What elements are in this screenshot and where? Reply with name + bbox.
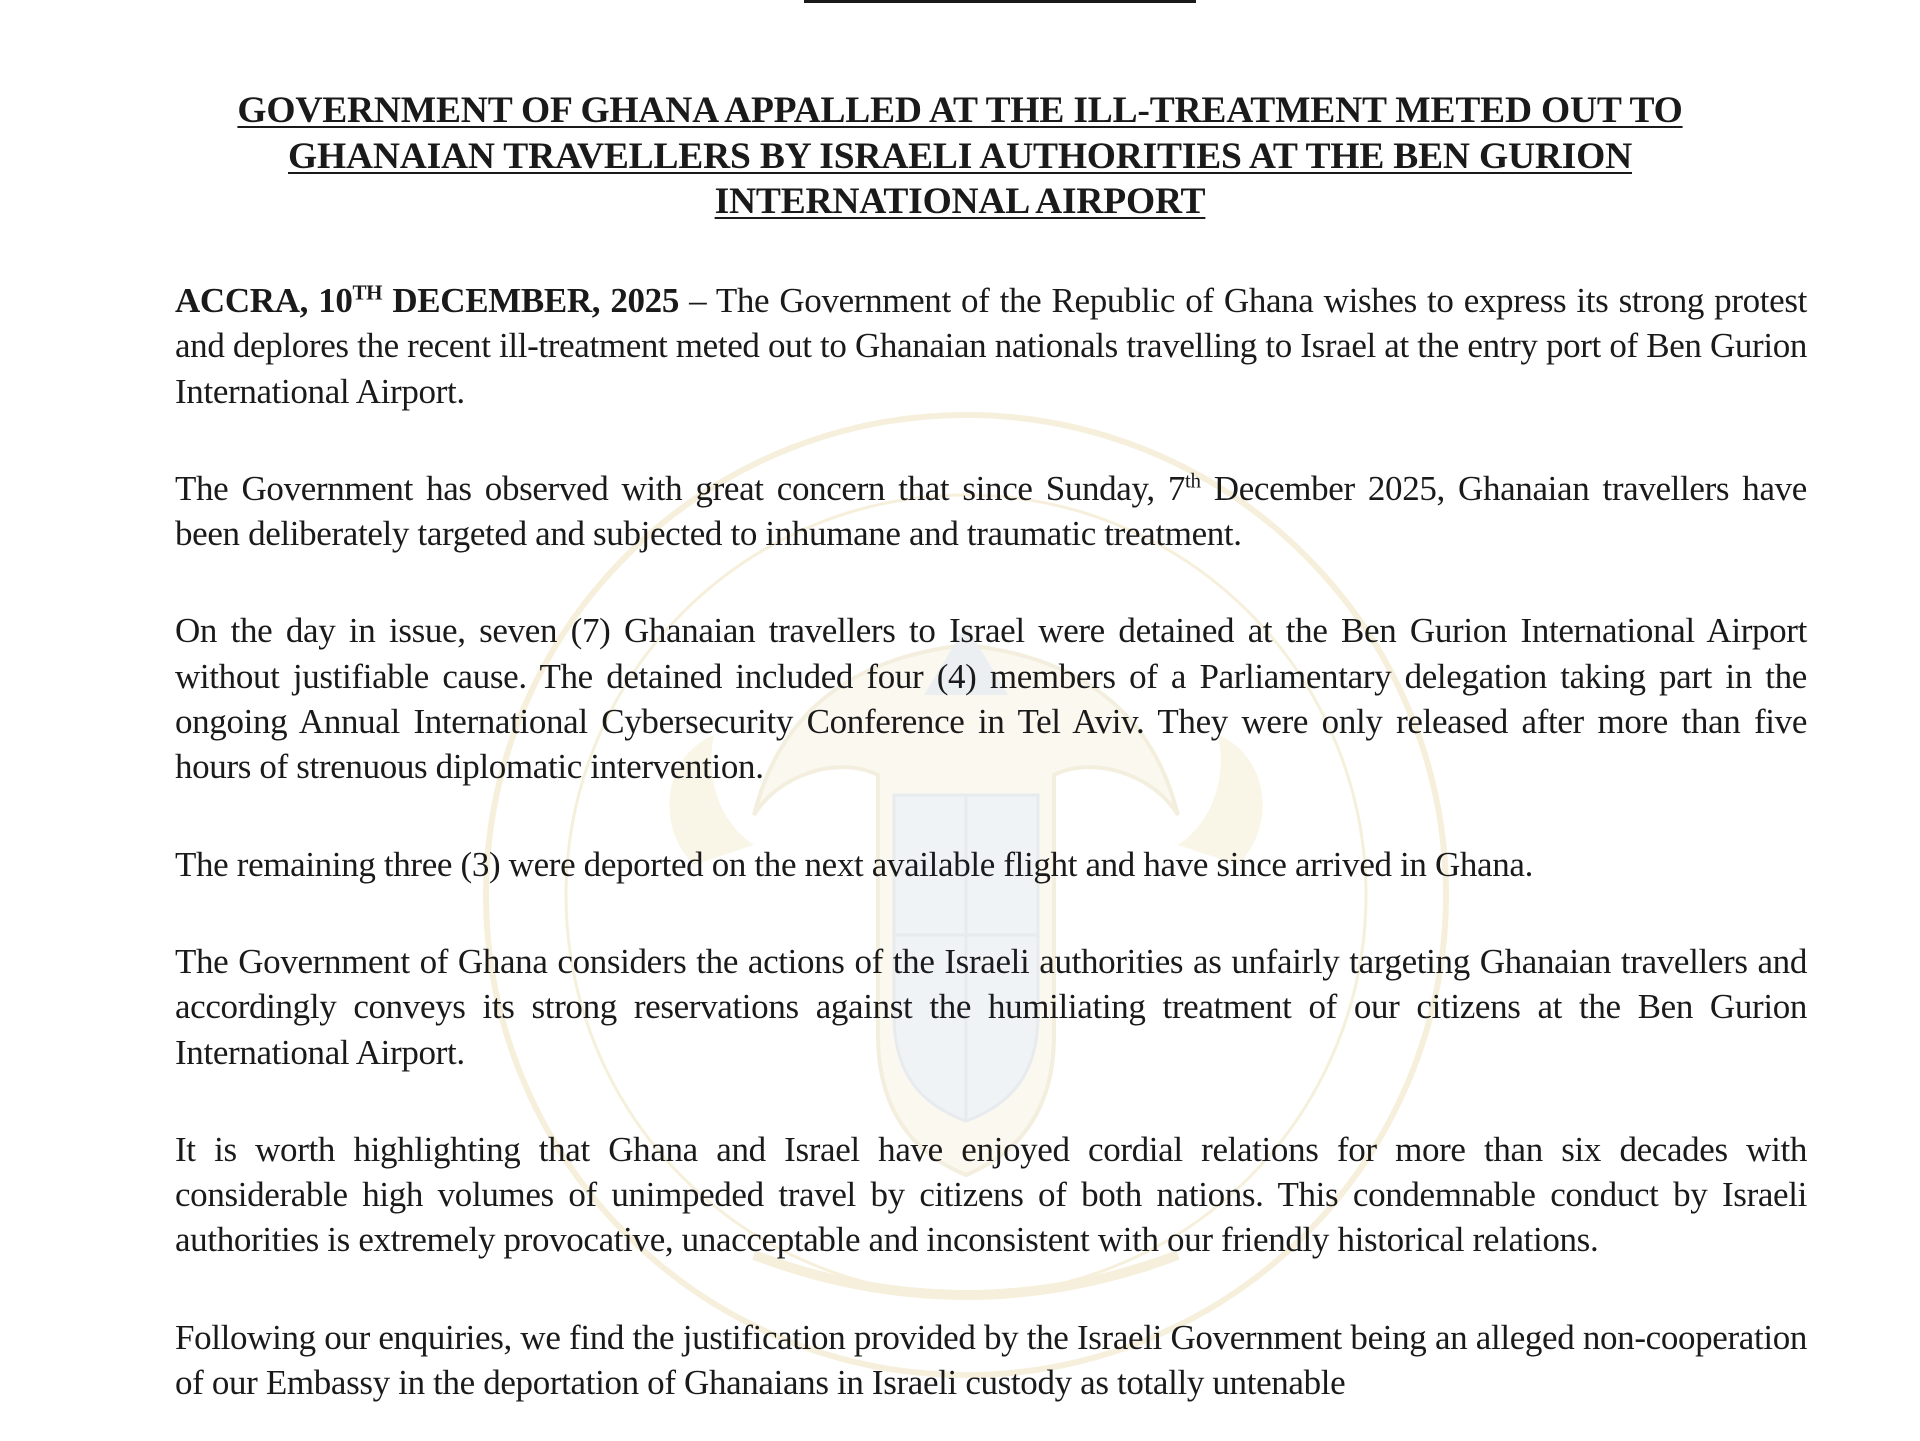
paragraph-5: The Government of Ghana considers the actions of the Israeli authorities as unfairly targeting Ghanaian travellers and accordingly conveys its strong reservations against the humiliating treatment of our citizens at the Ben Gurion International Airport. [175,941,1807,1072]
dateline [175,281,679,320]
headline: GOVERNMENT OF GHANA APPALLED AT THE ILL-TREATMENT METED OUT TO GHANAIAN TRAVELLERS BY ISRAELI AUTHORITIES AT THE BEN GURION INTERNATIONAL AIRPORT [237,90,1683,222]
top-divider [804,0,1196,3]
dateline-month-year: DECEMBER, 2025 [382,281,679,320]
paragraph-6: It is worth highlighting that Ghana and Israel have enjoyed cordial relations for more than six decades with considerable high volumes of unimpeded travel by citizens of both nations. This condemnable conduct by Israeli authorities is extremely provocative, unacceptable and inconsistent with our friendly historical relations. [175,1129,1807,1260]
paragraph-2 [175,466,1807,557]
paragraph-1 [175,278,1807,414]
paragraph-3: On the day in issue, seven (7) Ghanaian travellers to Israel were detained at the Ben Gurion International Airport without justifiable cause. The detained included four (4) members of a Parliamentary delegation taking part in the ongoing Annual International Cybersecurity Conference in Tel Aviv. They were only released after more than five hours of strenuous diplomatic intervention. [175,611,1807,787]
paragraph-1-text: – The Government of the Republic of Ghana wishes to express its strong protest and deplores the recent ill-treatment meted out to Ghanaian nationals travelling to Israel at the entry port of Ben Gurion International Airport. [175,281,1807,411]
paragraph-7: Following our enquiries, we find the justification provided by the Israeli Government being an alleged non-cooperation of our Embassy in the deportation of Ghanaians in Israeli custody as totally untenable [175,1317,1807,1403]
paragraph-2-start: The Government has observed with great concern that since Sunday, 7 [175,468,1186,508]
dateline-day-suffix: TH [352,280,383,305]
dateline-city: ACCRA, 10 [175,281,353,320]
paragraph-2-suffix: th [1185,468,1201,493]
paragraph-4: The remaining three (3) were deported on the next available flight and have since arrived in Ghana. [175,844,1533,884]
body-text [175,278,1807,1441]
paragraph-2-rest: December 2025, Ghanaian travellers have been deliberately targeted and subjected to inhumane and traumatic treatment. [175,468,1807,554]
